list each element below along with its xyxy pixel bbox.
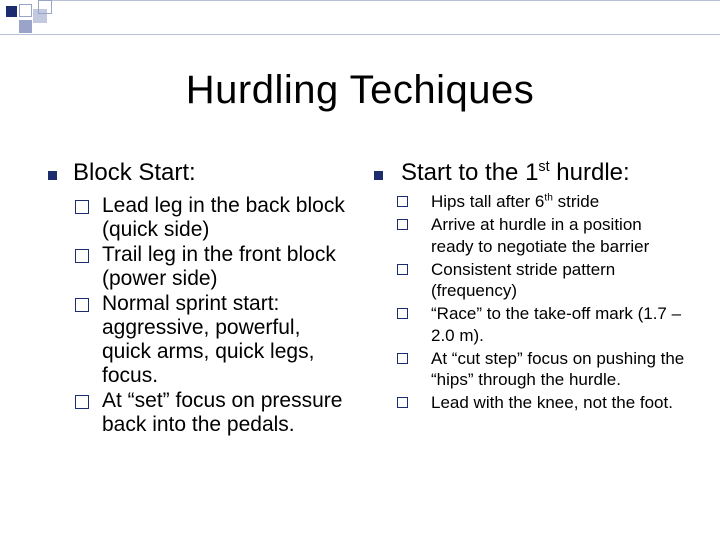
hollow-square-bullet-icon <box>397 219 408 230</box>
list-item: Consistent stride pattern (frequency) <box>394 259 687 302</box>
top-rule <box>52 0 720 1</box>
hollow-square-bullet-icon <box>397 196 408 207</box>
first-hurdle-list <box>394 191 687 414</box>
decorative-square-icon <box>19 20 32 33</box>
right-column <box>372 158 687 415</box>
list-item: Hips tall after 6th stride <box>394 191 687 213</box>
list-item: Trail leg in the front block (power side) <box>75 243 351 291</box>
list-item: Arrive at hurdle in a position ready to negotiate the barrier <box>394 214 687 257</box>
list-item: “Race” to the take-off mark (1.7 – 2.0 m). <box>394 303 687 346</box>
hollow-square-bullet-icon <box>397 353 408 364</box>
hollow-square-bullet-icon <box>397 397 408 408</box>
list-item: Lead leg in the back block (quick side) <box>75 194 351 242</box>
first-hurdle-heading: Start to the 1st hurdle: <box>401 159 630 186</box>
hollow-square-bullet-icon <box>75 249 89 263</box>
block-start-heading: Block Start: <box>73 159 196 186</box>
decorative-square-icon <box>6 6 17 17</box>
hollow-square-bullet-icon <box>397 264 408 275</box>
list-item: Lead with the knee, not the foot. <box>394 392 687 414</box>
slide-title: Hurdling Techiques <box>185 68 535 112</box>
hollow-square-bullet-icon <box>75 200 89 214</box>
block-start-list <box>75 194 351 437</box>
hollow-square-bullet-icon <box>397 308 408 319</box>
decorative-square-icon <box>19 4 32 17</box>
list-item: Normal sprint start: aggressive, powerful, quick arms, quick legs, focus. <box>75 292 351 388</box>
list-item: At “set” focus on pressure back into the pedals. <box>75 389 351 437</box>
hollow-square-bullet-icon <box>75 395 89 409</box>
square-bullet-icon <box>374 171 383 180</box>
decorative-square-icon <box>33 9 47 23</box>
square-bullet-icon <box>48 171 57 180</box>
left-column <box>46 158 351 438</box>
hollow-square-bullet-icon <box>75 298 89 312</box>
list-item: At “cut step” focus on pushing the “hips” through the hurdle. <box>394 348 687 391</box>
header-rule <box>0 34 720 35</box>
block-start-bullet <box>46 158 351 188</box>
first-hurdle-bullet <box>372 158 687 188</box>
